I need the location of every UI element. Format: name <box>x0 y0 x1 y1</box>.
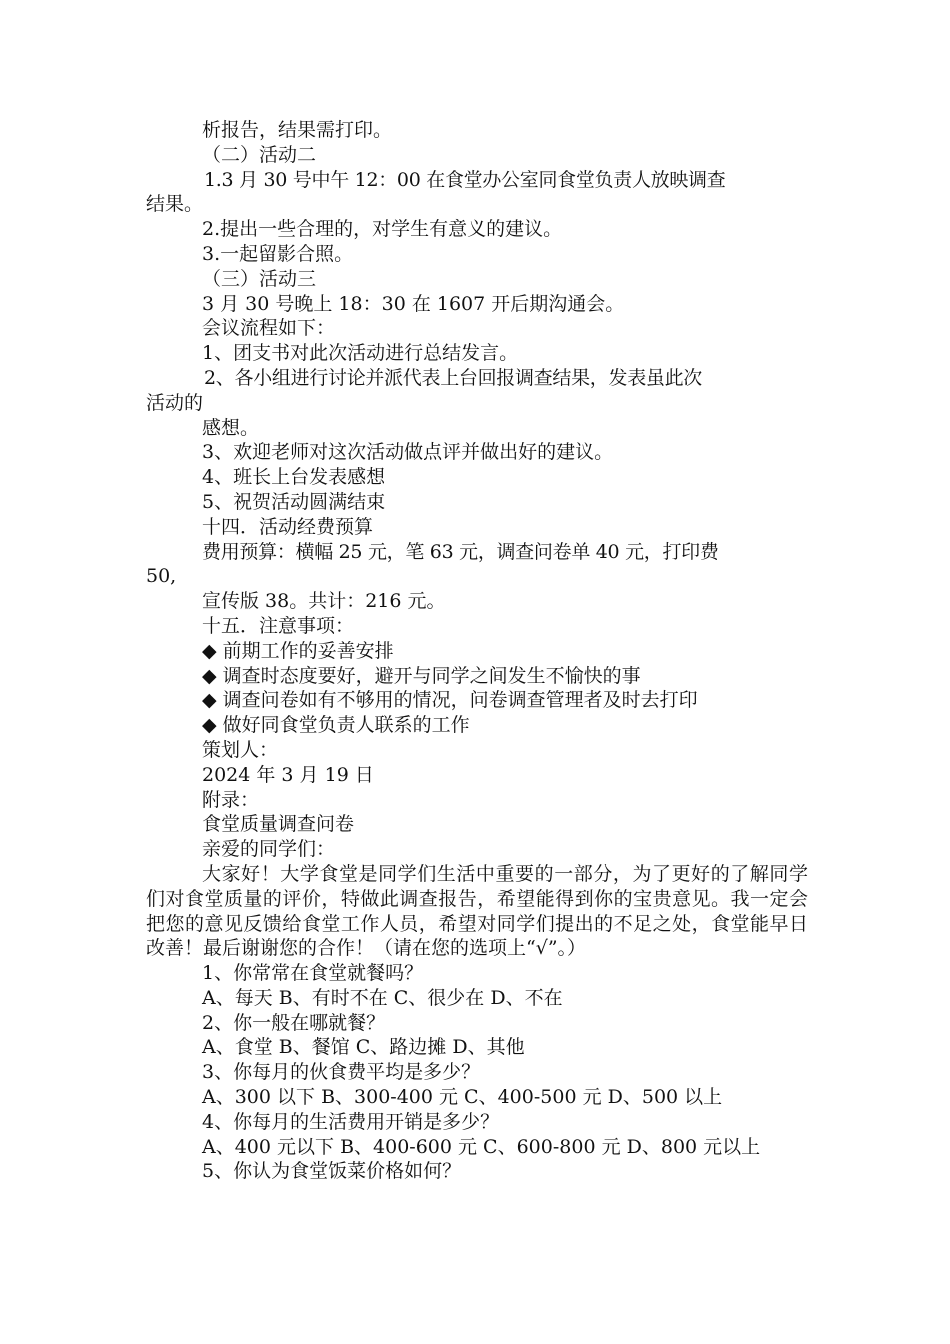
intro-paragraph: 大家好！大学食堂是同学们生活中重要的一部分，为了更好的了解同学们对食堂质量的评价，特做此调查报告，希望能得到你的宝贵意见。我一定会把您的意见反馈给食堂工作人员，希望对同学们提出的不足之处，食堂能早日改善！最后谢谢您的合作！（请在您的选项上“√”。） <box>146 862 808 960</box>
planner-label: 策划人： <box>202 738 279 761</box>
questionnaire-title: 食堂质量调查问卷 <box>202 813 355 836</box>
text-line: 1.3 月 30 号中午 12：00 在食堂办公室同食堂负责人放映调查 <box>204 168 726 191</box>
text-line: 3.一起留影合照。 <box>202 242 354 265</box>
question: 5、你认为食堂饭菜价格如何？ <box>202 1160 462 1183</box>
list-item: 2、各小组进行讨论并派代表上台回报调查结果，发表虽此次 <box>204 366 702 389</box>
answer-options: A、300 以下 B、300-400 元 C、400-500 元 D、500 以上 <box>202 1086 723 1109</box>
bullet-item: ◆ 调查问卷如有不够用的情况，问卷调查管理者及时去打印 <box>202 689 698 712</box>
greeting: 亲爱的同学们： <box>202 838 336 861</box>
question: 3、你每月的伙食费平均是多少？ <box>202 1061 481 1084</box>
document-body <box>146 118 808 1184</box>
date-line: 2024 年 3 月 19 日 <box>202 763 374 786</box>
question: 2、你一般在哪就餐？ <box>202 1011 386 1034</box>
section-heading-activity-3: （三）活动三 <box>202 267 317 290</box>
text-line: 会议流程如下： <box>202 317 336 340</box>
bullet-item: ◆ 前期工作的妥善安排 <box>202 639 394 662</box>
appendix-label: 附录： <box>202 788 260 811</box>
list-item: 1、团支书对此次活动进行总结发言。 <box>202 342 519 365</box>
section-heading-notes: 十五．注意事项： <box>202 614 355 637</box>
section-heading-budget: 十四．活动经费预算 <box>202 515 374 538</box>
answer-options: A、每天 B、有时不在 C、很少在 D、不在 <box>202 986 563 1009</box>
text-line: 3 月 30 号晚上 18：30 在 1607 开后期沟通会。 <box>202 292 625 315</box>
section-heading-activity-2: （二）活动二 <box>202 143 317 166</box>
text-line: 感想。 <box>202 416 260 439</box>
text-line: 析报告，结果需打印。 <box>202 119 393 141</box>
list-item: 4、班长上台发表感想 <box>202 466 386 489</box>
bullet-item: ◆ 做好同食堂负责人联系的工作 <box>202 714 470 737</box>
answer-options: A、400 元以下 B、400-600 元 C、600-800 元 D、800 元以上 <box>202 1135 761 1158</box>
question: 4、你每月的生活费用开销是多少？ <box>202 1110 500 1133</box>
text-line: 活动的 <box>146 391 204 414</box>
bullet-item: ◆ 调查时态度要好，避开与同学之间发生不愉快的事 <box>202 664 641 687</box>
text-line: 2.提出一些合理的，对学生有意义的建议。 <box>202 218 563 241</box>
list-item: 5、祝贺活动圆满结束 <box>202 490 386 513</box>
text-line: 结果。 <box>146 193 204 216</box>
text-line: 宣传版 38。共计：216 元。 <box>202 590 446 613</box>
answer-options: A、食堂 B、餐馆 C、路边摊 D、其他 <box>202 1036 525 1059</box>
text-line: 费用预算：横幅 25 元，笔 63 元，调查问卷单 40 元，打印费 <box>202 540 719 563</box>
list-item: 3、欢迎老师对这次活动做点评并做出好的建议。 <box>202 441 614 464</box>
question: 1、你常常在食堂就餐吗？ <box>202 962 424 985</box>
text-line: 50, <box>146 565 177 588</box>
